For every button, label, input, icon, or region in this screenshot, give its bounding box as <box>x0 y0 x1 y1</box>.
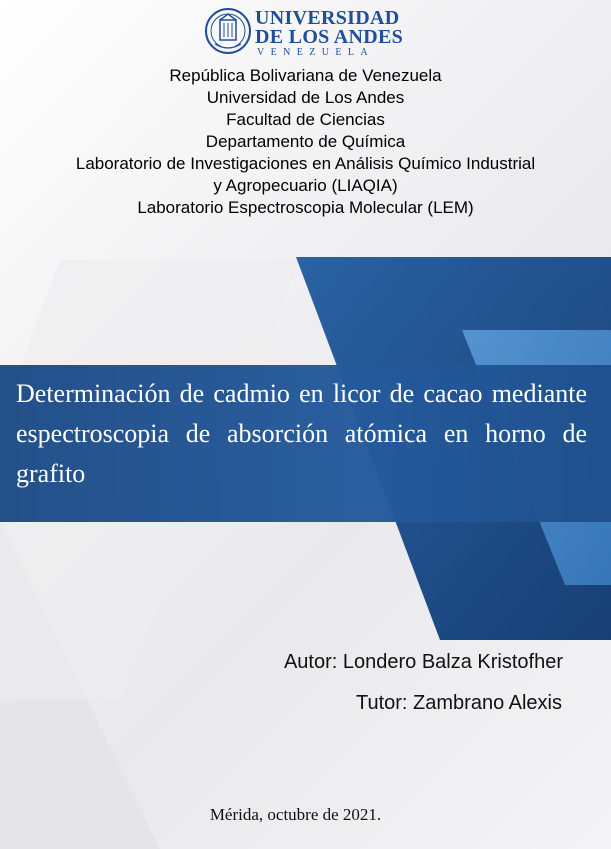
institution-line: Laboratorio Espectroscopia Molecular (LEM) <box>137 198 474 217</box>
tutor-line: Tutor: Zambrano Alexis <box>355 692 562 714</box>
logo-text-line3: VENEZUELA <box>257 47 375 58</box>
institution-line: Facultad de Ciencias <box>226 110 385 129</box>
author-line: Autor: Londero Balza Kristofher <box>283 651 563 673</box>
document-title: Determinación de cadmio en licor de cacao mediante espectroscopia de absorción atómica en horno de grafito <box>16 379 587 488</box>
university-seal-icon <box>205 6 251 56</box>
institution-line: Departamento de Química <box>205 132 406 151</box>
university-logo <box>205 6 405 60</box>
institution-line: Universidad de Los Andes <box>206 88 405 107</box>
institution-line: República Bolivariana de Venezuela <box>169 66 442 85</box>
logo-text-line1: UNIVERSIDAD <box>255 7 400 29</box>
institution-line: y Agropecuario (LIAQIA) <box>213 176 398 195</box>
place-date: Mérida, octubre de 2021. <box>209 805 382 824</box>
institution-line: Laboratorio de Investigaciones en Análisis Químico Industrial <box>75 154 536 173</box>
logo-text-line2: DE LOS ANDES <box>255 26 404 48</box>
institution-header <box>0 65 611 219</box>
